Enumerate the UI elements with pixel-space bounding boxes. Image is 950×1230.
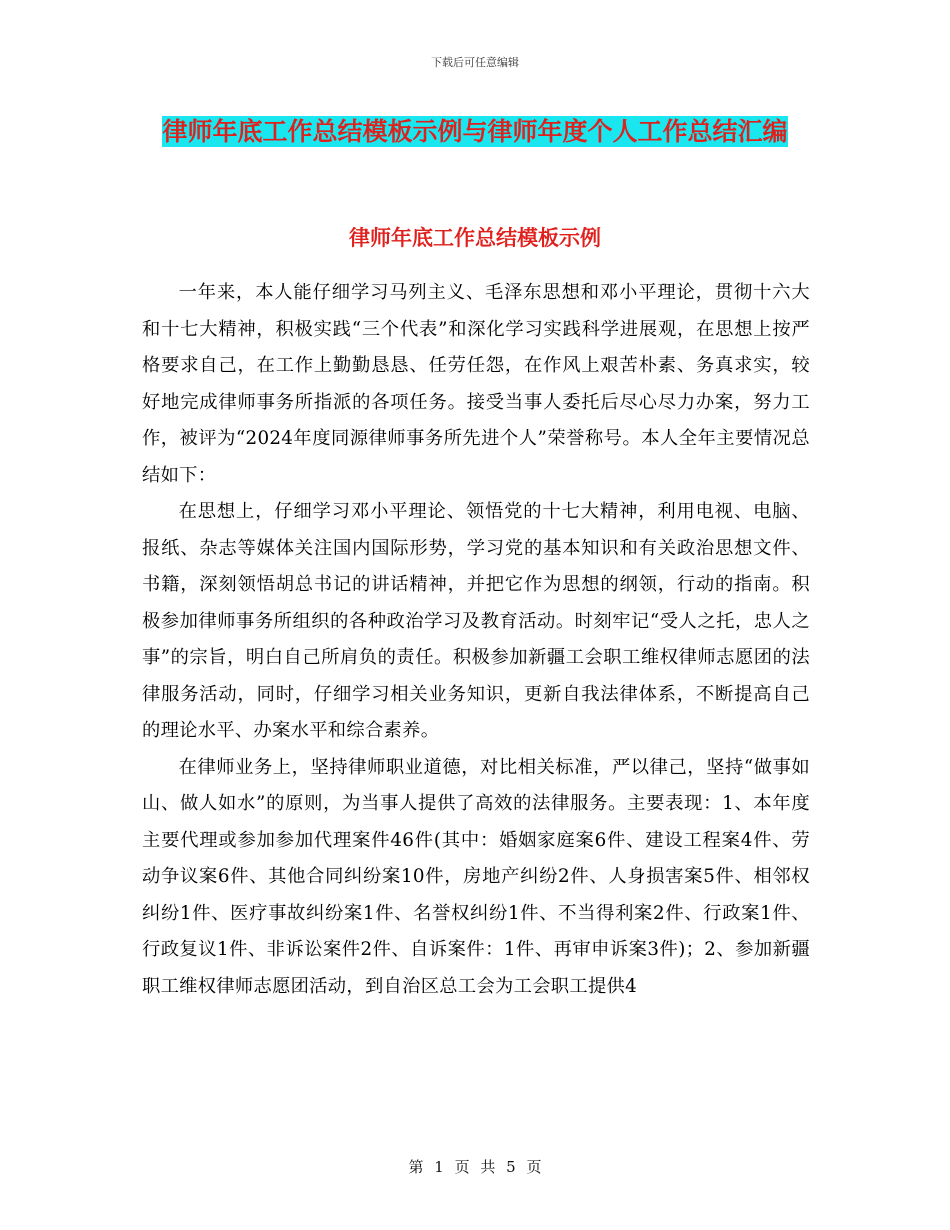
sub-title: 律师年底工作总结模板示例	[349, 226, 601, 250]
main-title-text: 律师年底工作总结模板示例与律师年度个人工作总结汇编	[162, 117, 788, 146]
header-note: 下载后可任意编辑	[431, 56, 519, 69]
main-title	[150, 110, 800, 154]
page-footer: 第 1 页 共 5 页	[408, 1158, 542, 1176]
paragraph-2: 在思想上，仔细学习邓小平理论、领悟党的十七大精神，利用电视、电脑、报纸、杂志等媒体关注国内国际形势，学习党的基本知识和有关政治思想文件、书籍，深刻领悟胡总书记的讲话精神，并把它作为思想的纲领，行动的指南。积极参加律师事务所组织的各种政治学习及教育活动。时刻牢记“受人之托，忠人之事”的宗旨，明白自己所肩负的责任。积极参加新疆工会职工维权律师志愿团的法律服务活动，同时，仔细学习相关业务知识，更新自我法律体系，不断提高自己的理论水平、办案水平和综合素养。	[142, 501, 810, 741]
paragraph-1: 一年来，本人能仔细学习马列主义、毛泽东思想和邓小平理论，贯彻十六大和十七大精神，积极实践“三个代表”和深化学习实践科学进展观，在思想上按严格要求自己，在工作上勤勤恳恳、任劳任怨，在作风上艰苦朴素、务真求实，较好地完成律师事务所指派的各项任务。接受当事人委托后尽心尽力办案，努力工作，被评为“2024年度同源律师事务所先进个人”荣誉称号。本人全年主要情况总结如下：	[142, 282, 810, 486]
paragraph-3: 在律师业务上，坚持律师职业道德，对比相关标准，严以律己，坚持“做事如山、做人如水”的原则，为当事人提供了高效的法律服务。主要表现：1、本年度主要代理或参加参加代理案件46件(其中：婚姻家庭案6件、建设工程案4件、劳动争议案6件、其他合同纠纷案10件，房地产纠纷2件、人身损害案5件、相邻权纠纷1件、医疗事故纠纷案1件、名誉权纠纷1件、不当得利案2件、行政案1件、行政复议1件、非诉讼案件2件、自诉案件：1件、再审申诉案3件)；2、参加新疆职工维权律师志愿团活动，到自治区总工会为工会职工提供4	[142, 756, 810, 997]
body-text	[142, 275, 810, 1005]
